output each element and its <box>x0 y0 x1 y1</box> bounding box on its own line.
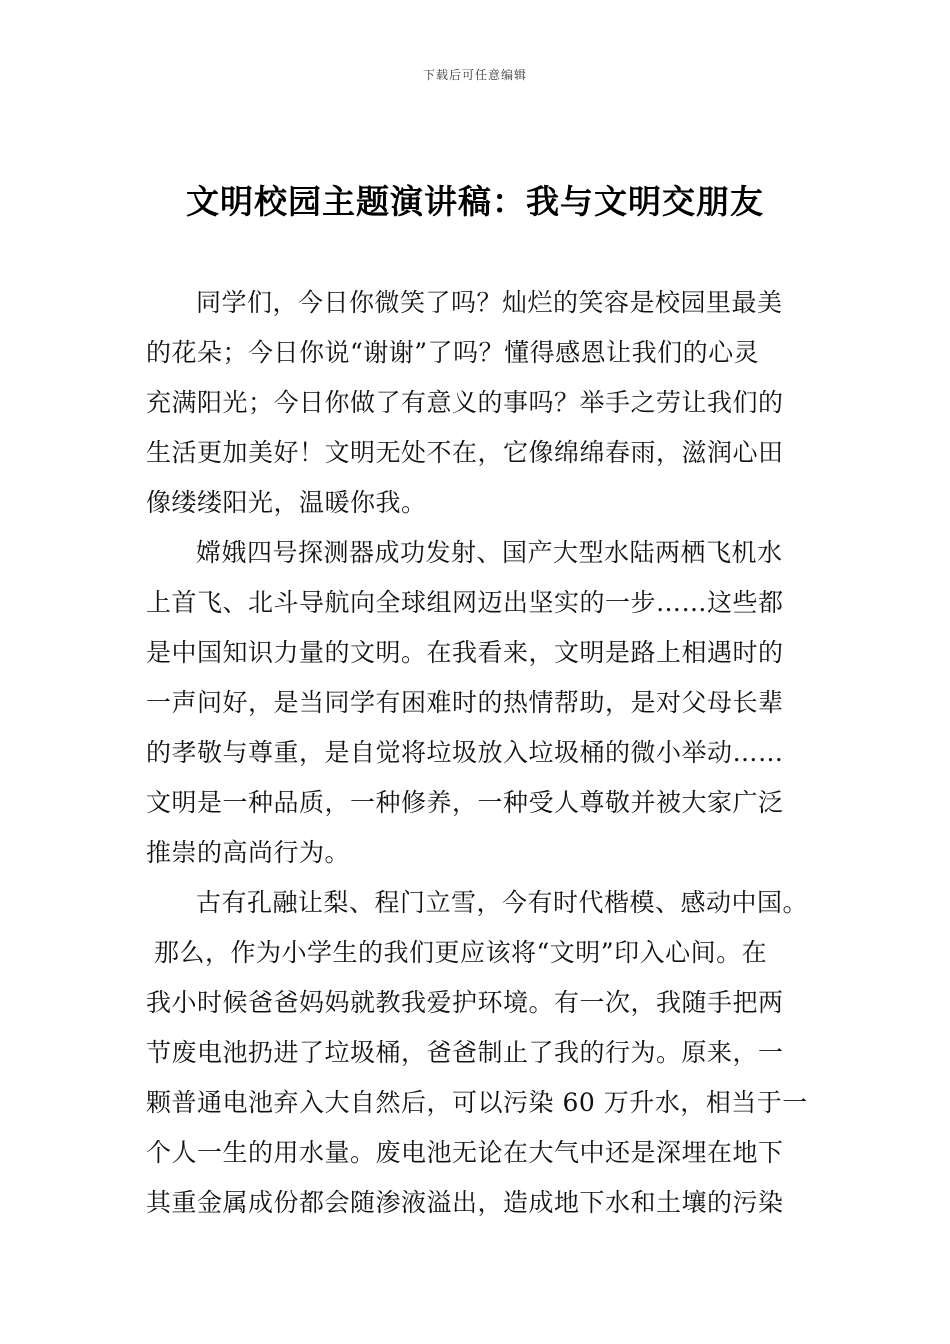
text-line: 我小时候爸爸妈妈就教我爱护环境。有一次，我随手把两 <box>146 988 784 1017</box>
text-line: 像缕缕阳光，温暖你我。 <box>146 488 427 517</box>
text-line: 古有孔融让梨、程门立雪，今有时代楷模、感动中国。 <box>196 888 809 917</box>
text-line: 是中国知识力量的文明。在我看来，文明是路上相遇时的 <box>146 638 784 667</box>
text-line: 一声问好，是当同学有困难时的热情帮助，是对父母长辈 <box>146 688 784 717</box>
page-header-note: 下载后可任意编辑 <box>422 68 527 82</box>
text-line: 嫦娥四号探测器成功发射、国产大型水陆两栖飞机水 <box>196 538 783 567</box>
text-line: 充满阳光；今日你做了有意义的事吗？举手之劳让我们的 <box>146 388 784 417</box>
text-line: 生活更加美好！文明无处不在，它像绵绵春雨，滋润心田 <box>146 438 784 467</box>
text-line: 个人一生的用水量。废电池无论在大气中还是深埋在地下 <box>146 1138 784 1167</box>
text-line: 同学们，今日你微笑了吗？灿烂的笑容是校园里最美 <box>196 288 783 317</box>
text-line: 的孝敬与尊重，是自觉将垃圾放入垃圾桶的微小举动…… <box>146 738 784 767</box>
text-line: 推崇的高尚行为。 <box>146 838 351 867</box>
text-line: 文明是一种品质，一种修养，一种受人尊敬并被大家广泛 <box>146 788 784 817</box>
text-line: 的花朵；今日你说“谢谢”了吗？懂得感恩让我们的心灵 <box>146 338 760 367</box>
text-line: 上首飞、北斗导航向全球组网迈出坚实的一步……这些都 <box>146 588 784 617</box>
text-line: 节废电池扔进了垃圾桶，爸爸制止了我的行为。原来，一 <box>146 1038 784 1067</box>
text-line: 其重金属成份都会随渗液溢出，造成地下水和土壤的污染 <box>146 1188 784 1217</box>
document-title: 文明校园主题演讲稿：我与文明交朋友 <box>186 182 764 221</box>
document-body <box>146 278 810 1228</box>
text-line: 那么，作为小学生的我们更应该将“文明”印入心间。在 <box>154 938 768 967</box>
text-line: 颗普通电池弃入大自然后，可以污染 60 万升水，相当于一 <box>146 1088 808 1117</box>
